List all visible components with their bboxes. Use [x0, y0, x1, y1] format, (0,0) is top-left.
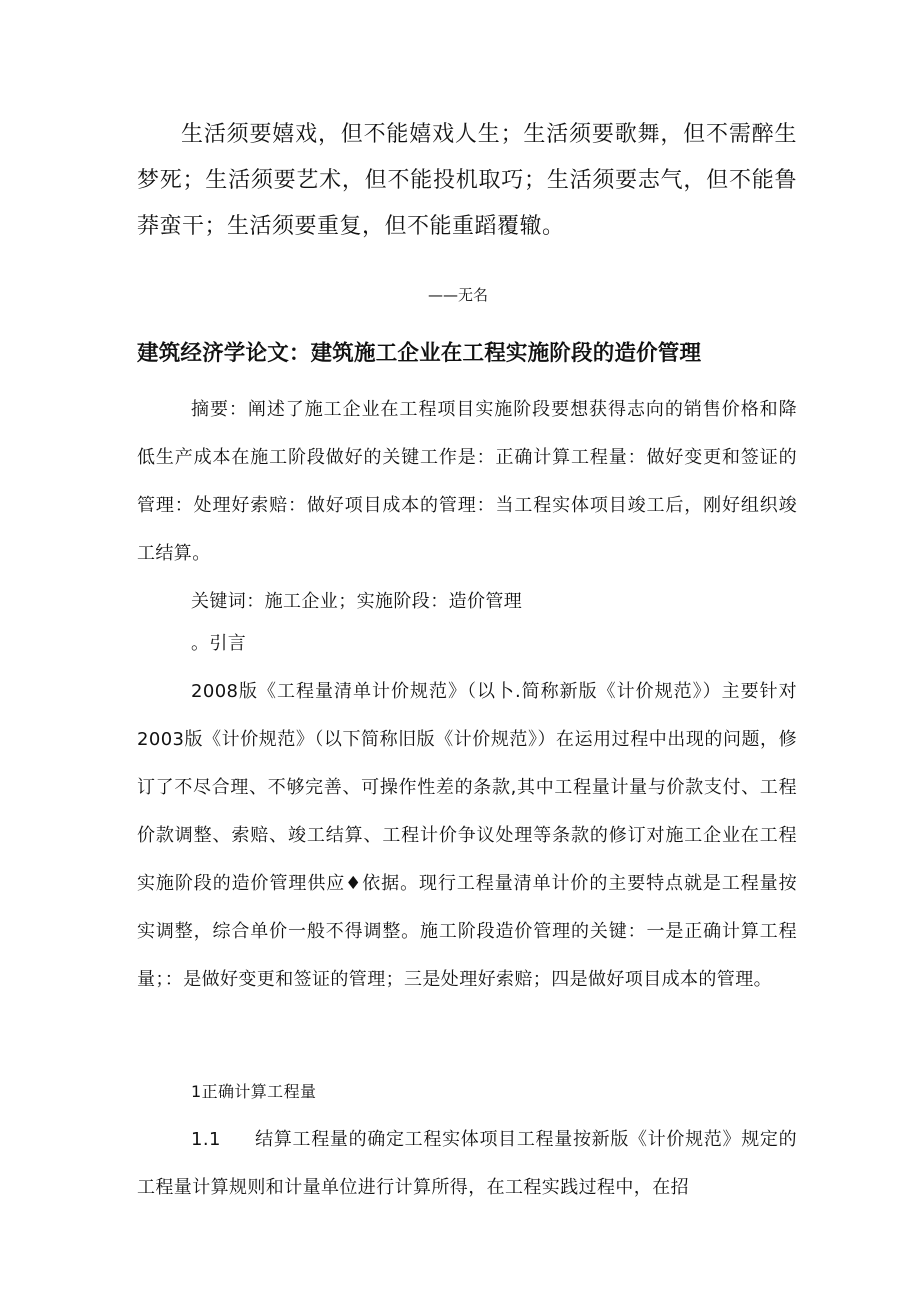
- quote-attribution: ——无名: [428, 286, 489, 304]
- section-1-heading: 1正确计算工程量: [191, 1082, 317, 1101]
- subsection-1-1-paragraph: [137, 1116, 797, 1212]
- intro-heading: 。引言: [191, 633, 247, 654]
- opening-quote: 生活须要嬉戏，但不能嬉戏人生；生活须要歌舞，但不需醉生梦死；生活须要艺术，但不能投机取巧；生活须要志气，但不能鲁莽蛮干；生活须要重复，但不能重蹈覆辙。: [137, 122, 797, 239]
- intro-body-paragraph: 2008版《工程量清单计价规范》（以卜.简称新版《计价规范》）主要针对2003版《计价规范》（以下简称旧版《计价规范》）在运用过程中出现的问题，修订了不尽合理、不够完善、可操作性差的条款,其中工程量计量与价款支付、工程价款调整、索赔、竣工结算、工程计价争议处理等条款的修订对施工企业在工程实施阶段的造价管理供应♦依据。现行工程量清单计价的主要特点就是工程量按实调整，综合单价一般不得调整。施工阶段造价管理的关键：一是正确计算工程量；：是做好变更和签证的管理；三是处理好索赔；四是做好项目成本的管理。: [137, 681, 797, 990]
- article-title: 建筑经济学论文：建筑施工企业在工程实施阶段的造价管理: [137, 341, 702, 366]
- keywords-line: 关键词：施工企业；实施阶段：造价管理: [191, 591, 523, 612]
- subsection-number: 1.1: [191, 1129, 221, 1150]
- abstract-paragraph: 摘要：阐述了施工企业在工程项目实施阶段要想获得志向的销售价格和降低生产成本在施工阶段做好的关键工作是：正确计算工程量：做好变更和签证的管理：处理好索赔：做好项目成本的管理：当工程实体项目竣工后，刚好组织竣工结算。: [137, 399, 797, 564]
- subsection-text: 结算工程量的确定工程实体项目工程量按新版《计价规范》规定的工程量计算规则和计量单位进行计算所得，在工程实践过程中，在招: [137, 1129, 797, 1198]
